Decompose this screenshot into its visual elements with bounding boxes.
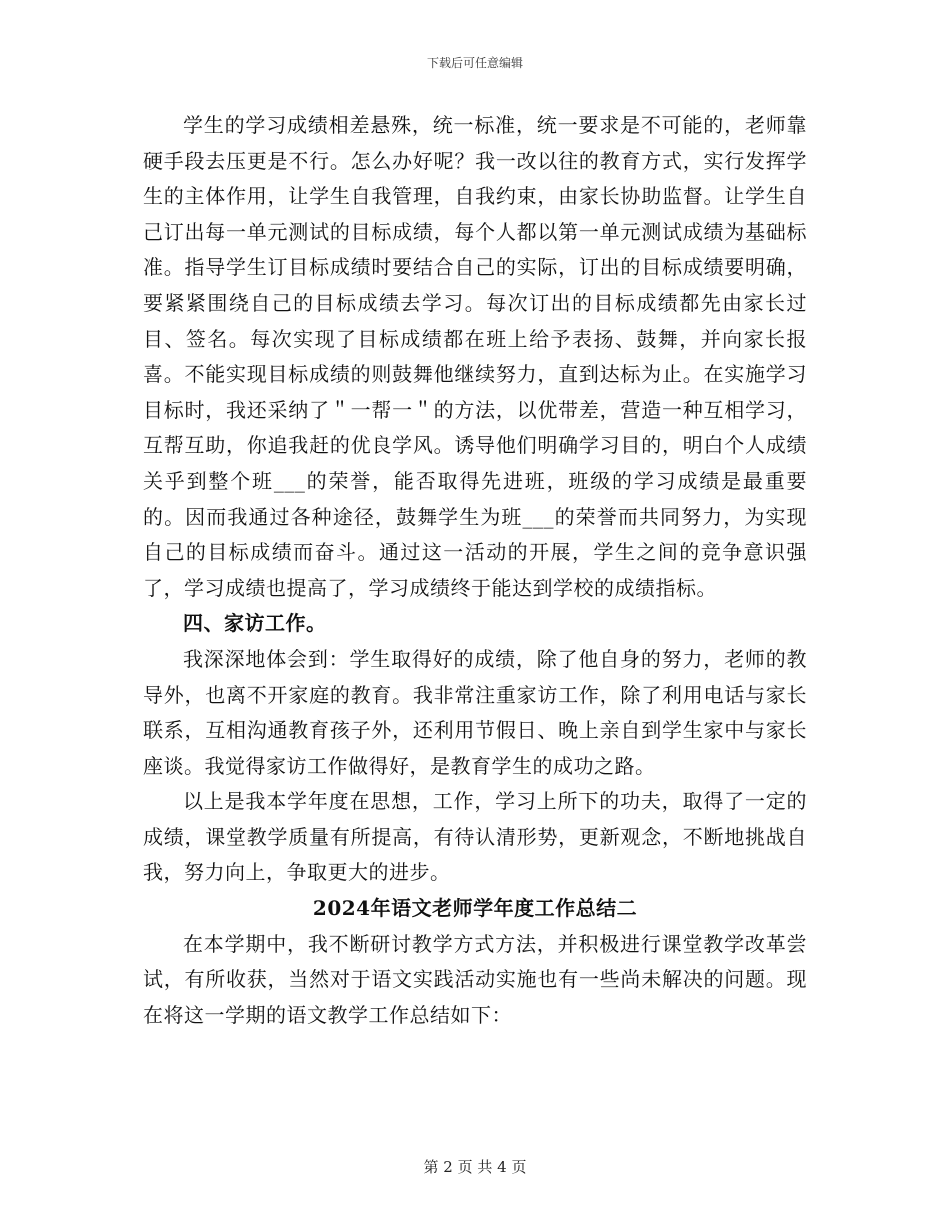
document-body: [143, 108, 807, 1033]
heading-home-visits: 四、家访工作。: [183, 611, 327, 636]
paragraph-home-visits: 我深深地体会到：学生取得好的成绩，除了他自身的努力，老师的教导外，也离不开家庭的教育。我非常注重家访工作，除了利用电话与家长联系，互相沟通教育孩子外，还利用节假日、晚上亲自到学生家中与家长座谈。我觉得家访工作做得好，是教育学生的成功之路。: [143, 646, 807, 778]
paragraph-goal-setting: 学生的学习成绩相差悬殊，统一标准，统一要求是不可能的，老师靠硬手段去压更是不行。怎么办好呢？我一改以往的教育方式，实行发挥学生的主体作用，让学生自我管理，自我约束，由家长协助监督。让学生自己订出每一单元测试的目标成绩，每个人都以第一单元测试成绩为基础标准。指导学生订目标成绩时要结合自己的实际，订出的目标成绩要明确，要紧紧围绕自己的目标成绩去学习。每次订出的目标成绩都先由家长过目、签名。每次实现了目标成绩都在班上给予表扬、鼓舞，并向家长报喜。不能实现目标成绩的则鼓舞他继续努力，直到达标为止。在实施学习目标时，我还采纳了＂一帮一＂的方法，以优带差，营造一种互相学习，互帮互助，你追我赶的优良学风。诱导他们明确学习目的，明白个人成绩关乎到整个班___的荣誉，能否取得先进班，班级的学习成绩是最重要的。因而我通过各种途径，鼓舞学生为班___的荣誉而共同努力，为实现自己的目标成绩而奋斗。通过这一活动的开展，学生之间的竞争意识强了，学习成绩也提高了，学习成绩终于能达到学校的成绩指标。: [143, 113, 807, 600]
section-title-summary-two: 2024年语文老师学年度工作总结二: [312, 896, 638, 921]
paragraph-summary-two-intro: 在本学期中，我不断研讨教学方式方法，并积极进行课堂教学改革尝试，有所收获，当然对于语文实践活动实施也有一些尚未解决的问题。现在将这一学期的语文教学工作总结如下：: [143, 931, 807, 1027]
paragraph-conclusion: 以上是我本学年度在思想，工作，学习上所下的功夫，取得了一定的成绩，课堂教学质量有所提高，有待认清形势，更新观念，不断地挑战自我，努力向上，争取更大的进步。: [143, 789, 807, 885]
page-header: 下载后可任意编辑: [426, 56, 523, 70]
page-number: 第 2 页 共 4 页: [423, 1158, 527, 1176]
